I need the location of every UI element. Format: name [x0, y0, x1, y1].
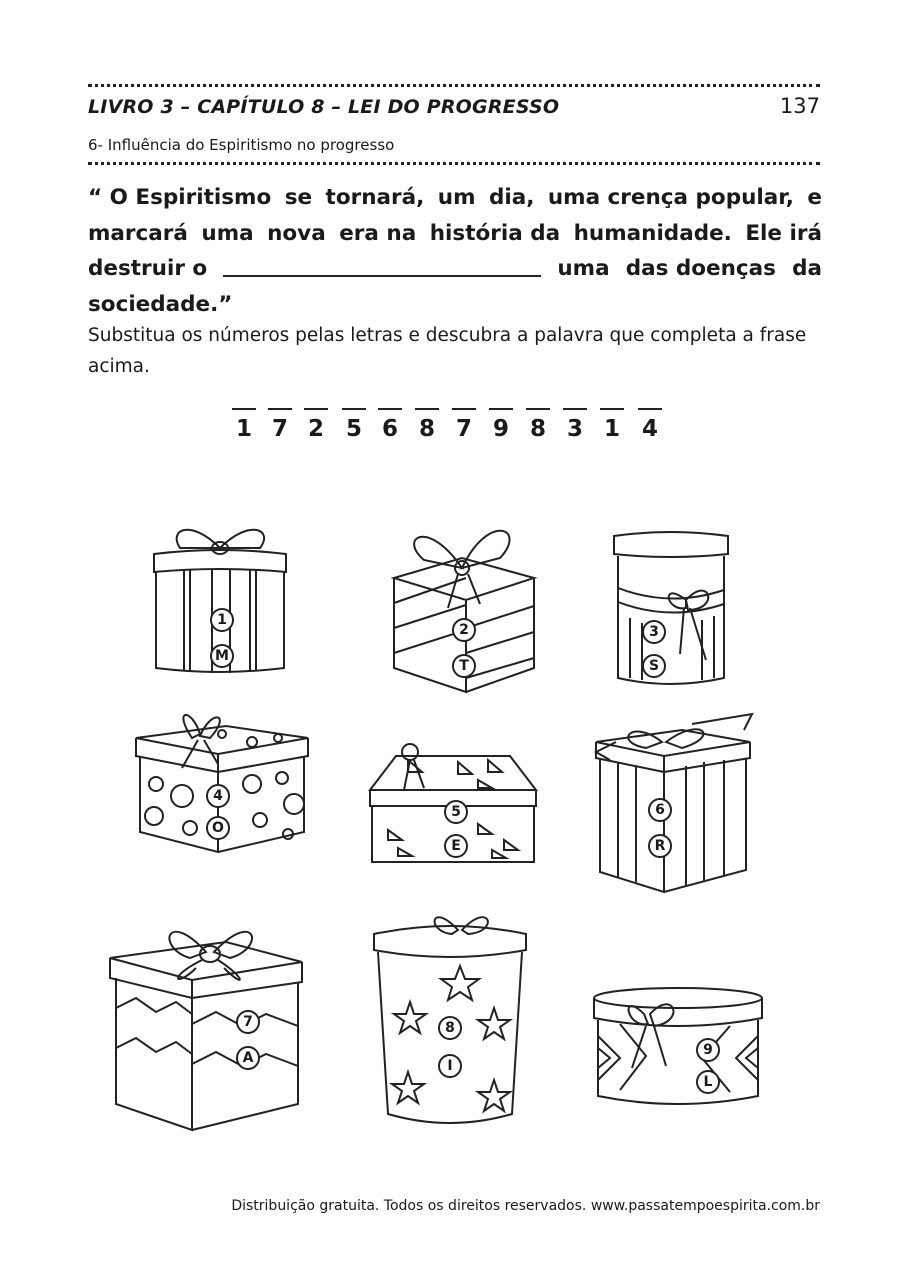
- code-number: 5: [345, 416, 362, 442]
- chapter-title: LIVRO 3 – CAPÍTULO 8 – LEI DO PROGRESSO: [88, 96, 560, 118]
- footer-copyright: Distribuição gratuita. Todos os direitos reservados. www.passatempoespirita.com.br: [231, 1198, 820, 1214]
- letter-badge: I: [438, 1054, 462, 1078]
- letter-badge: M: [210, 644, 234, 668]
- quote-word: uma: [201, 220, 254, 246]
- quote-word: um: [437, 185, 476, 210]
- divider-top: [88, 84, 820, 87]
- number-badge: 7: [236, 1010, 260, 1034]
- quote-word: uma: [557, 256, 610, 281]
- page-number: 137: [779, 94, 820, 118]
- quote-word: das doenças: [625, 256, 776, 281]
- gift-box-7: [106, 898, 306, 1134]
- number-badge: 1: [210, 608, 234, 632]
- letter-badge: T: [452, 654, 476, 678]
- code-number: 3: [566, 416, 583, 442]
- answer-blank[interactable]: [223, 251, 541, 277]
- letter-blank[interactable]: [452, 408, 476, 410]
- quote-word: se: [284, 185, 313, 210]
- quote-word: humanidade.: [573, 220, 732, 246]
- letter-blank[interactable]: [415, 408, 439, 410]
- code-number: 1: [603, 416, 620, 442]
- quote-word: era na: [339, 220, 417, 246]
- quote-line-1: [88, 180, 822, 216]
- code-number: 2: [307, 416, 324, 442]
- code-number: 7: [455, 416, 472, 442]
- gift-box-9: [590, 984, 766, 1110]
- quote-word: dia,: [488, 185, 535, 210]
- code-number: 1: [235, 416, 252, 442]
- letter-blank[interactable]: [563, 408, 587, 410]
- quote-word: nova: [267, 220, 326, 246]
- number-badge: 4: [206, 784, 230, 808]
- quote-word: história da: [429, 220, 561, 246]
- code-number: 8: [529, 416, 546, 442]
- letter-blank[interactable]: [304, 408, 328, 410]
- gift-box-3: [610, 528, 732, 690]
- number-badge: 8: [438, 1016, 462, 1040]
- number-badge: 5: [444, 800, 468, 824]
- gift-box-8: [370, 904, 530, 1130]
- letter-blank[interactable]: [378, 408, 402, 410]
- letter-badge: S: [642, 654, 666, 678]
- divider-middle: [88, 162, 820, 165]
- quote-word: “ O Espiritismo: [88, 185, 272, 210]
- gift-drawing: [610, 528, 732, 690]
- gift-box-2: [388, 508, 538, 694]
- code-number: 7: [271, 416, 288, 442]
- letter-blank[interactable]: [489, 408, 513, 410]
- number-badge: 3: [642, 620, 666, 644]
- quote-word: e: [807, 185, 822, 210]
- section-subtitle: 6- Influência do Espiritismo no progresso: [88, 136, 395, 154]
- gift-drawing: [590, 984, 766, 1110]
- number-badge: 9: [696, 1038, 720, 1062]
- quote-text: [88, 180, 822, 322]
- letter-blank[interactable]: [600, 408, 624, 410]
- code-number: 6: [381, 416, 398, 442]
- code-number: 8: [418, 416, 435, 442]
- quote-line-2: [88, 216, 822, 252]
- letter-blank[interactable]: [268, 408, 292, 410]
- code-number: 9: [492, 416, 509, 442]
- quote-word: da: [792, 256, 822, 281]
- letter-blank[interactable]: [342, 408, 366, 410]
- letter-badge: E: [444, 834, 468, 858]
- gift-drawing: [106, 898, 306, 1134]
- letter-badge: O: [206, 816, 230, 840]
- quote-word: sociedade.”: [88, 291, 233, 317]
- letter-badge: A: [236, 1046, 260, 1070]
- quote-word: Ele irá: [745, 220, 822, 246]
- quote-word: marcará: [88, 220, 188, 246]
- gift-box-6: [592, 712, 754, 894]
- letter-blank[interactable]: [526, 408, 550, 410]
- gift-drawing: [592, 712, 754, 894]
- letter-blank[interactable]: [232, 408, 256, 410]
- gift-box-5: [368, 740, 538, 866]
- quote-line-4: [88, 287, 822, 323]
- letter-blank[interactable]: [638, 408, 662, 410]
- instructions: Substitua os números pelas letras e descubra a palavra que completa a frase acima.: [88, 325, 807, 377]
- letter-badge: R: [648, 834, 672, 858]
- number-code: [232, 402, 672, 452]
- gift-box-1: [150, 518, 290, 678]
- quote-word: tornará,: [325, 185, 425, 210]
- quote-line-3: [88, 251, 822, 287]
- letter-badge: L: [696, 1070, 720, 1094]
- quote-word: uma crença popular,: [547, 185, 794, 210]
- code-number: 4: [641, 416, 658, 442]
- number-badge: 6: [648, 798, 672, 822]
- gift-box-4: [132, 708, 312, 854]
- quote-word: destruir o: [88, 256, 208, 281]
- number-badge: 2: [452, 618, 476, 642]
